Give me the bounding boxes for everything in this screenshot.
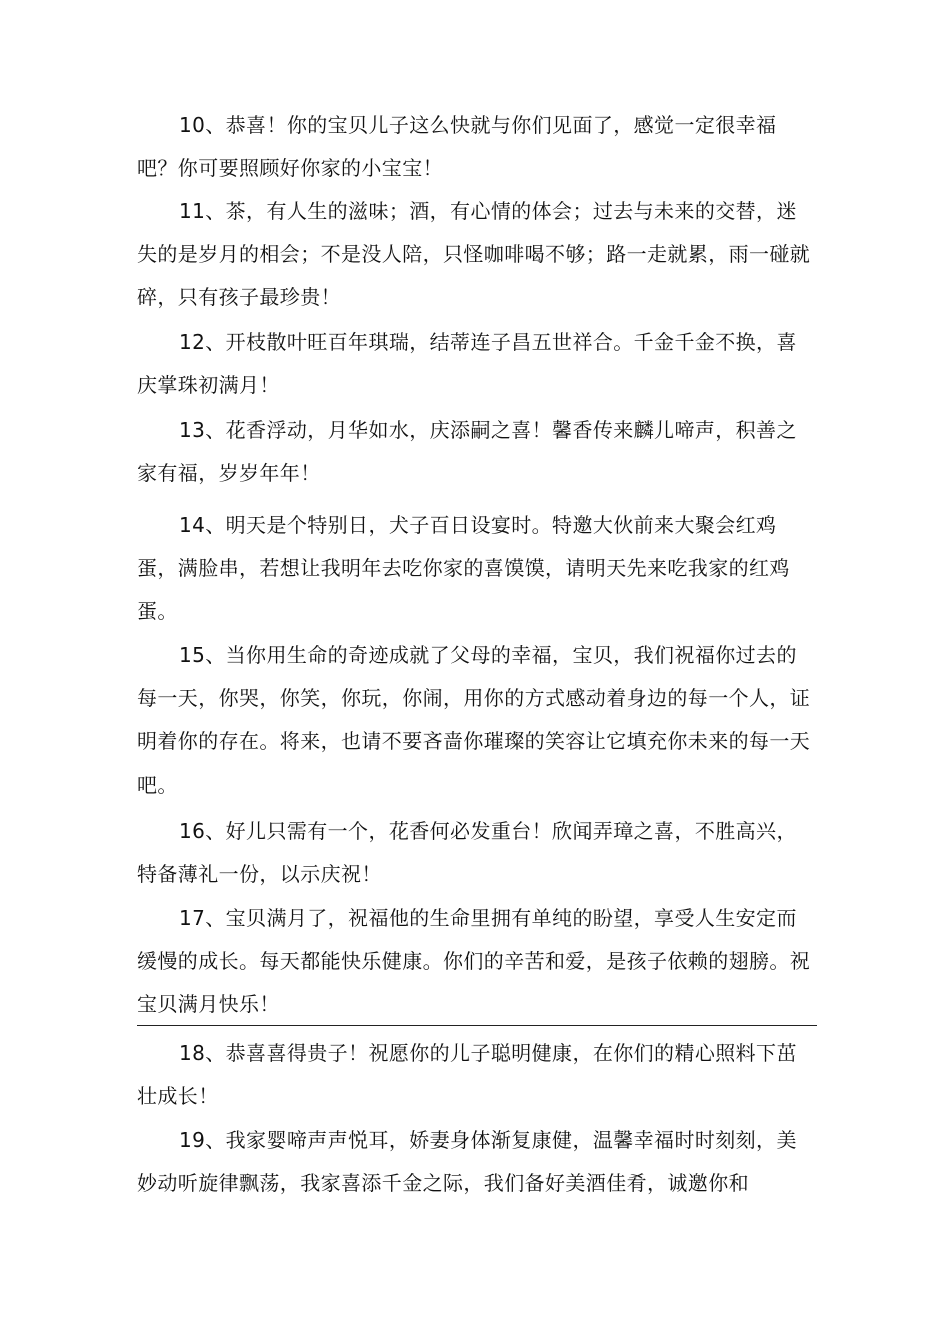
paragraph-11: 11、茶，有人生的滋味；酒，有心情的体会；过去与未来的交替，迷失的是岁月的相会；不是没人陪，只怪咖啡喝不够；路一走就累，雨一碰就碎，只有孩子最珍贵！ [137, 199, 811, 310]
paragraph-19: 19、我家婴啼声声悦耳，娇妻身体渐复康健，温馨幸福时时刻刻，美妙动听旋律飘荡，我家喜添千金之际，我们备好美酒佳肴，诚邀你和 [137, 1128, 797, 1196]
paragraph-16: 16、好儿只需有一个，花香何必发重台！欣闻弄璋之喜，不胜高兴，特备薄礼一份，以示庆祝！ [137, 819, 797, 887]
paragraph-15: 15、当你用生命的奇迹成就了父母的幸福，宝贝，我们祝福你过去的每一天，你哭，你笑，你玩，你闹，用你的方式感动着身边的每一个人，证明着你的存在。将来，也请不要吝啬你璀璨的笑容让它填充你未来的每一天吧。 [137, 643, 811, 797]
paragraph-18: 18、恭喜喜得贵子！祝愿你的儿子聪明健康，在你们的精心照料下茁壮成长！ [137, 1041, 797, 1109]
paragraph-14: 14、明天是个特别日，犬子百日设宴时。特邀大伙前来大聚会红鸡蛋，满脸串，若想让我明年去吃你家的喜馍馍，请明天先来吃我家的红鸡蛋。 [137, 513, 790, 624]
paragraph-13: 13、花香浮动，月华如水，庆添嗣之喜！馨香传来麟儿啼声，积善之家有福，岁岁年年！ [137, 418, 797, 486]
paragraph-12: 12、开枝散叶旺百年琪瑞，结蒂连子昌五世祥合。千金千金不换，喜庆掌珠初满月！ [137, 330, 797, 398]
paragraph-10: 10、恭喜！你的宝贝儿子这么快就与你们见面了，感觉一定很幸福吧？你可要照顾好你家的小宝宝！ [137, 113, 777, 181]
paragraph-17: 17、宝贝满月了，祝福他的生命里拥有单纯的盼望，享受人生安定而缓慢的成长。每天都能快乐健康。你们的辛苦和爱，是孩子依赖的翅膀。祝宝贝满月快乐！ [137, 906, 811, 1017]
page-divider [137, 1025, 817, 1026]
